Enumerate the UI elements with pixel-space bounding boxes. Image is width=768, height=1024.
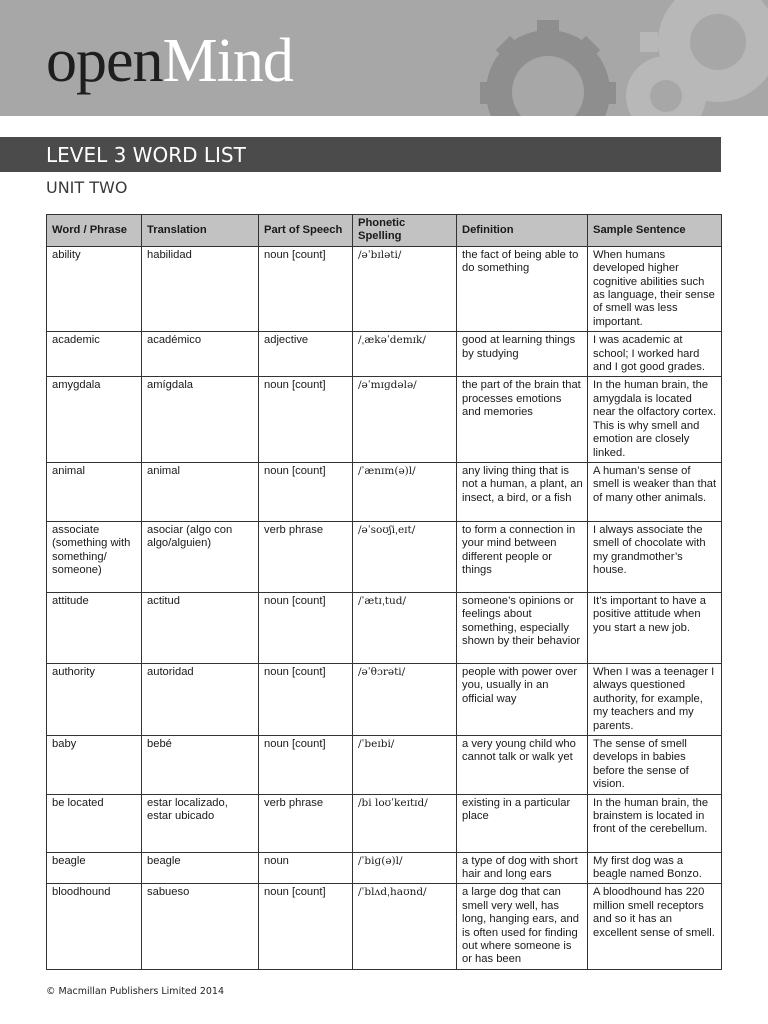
unit-subtitle: UNIT TWO [46, 178, 128, 197]
cell-translation: sabueso [142, 884, 259, 969]
cell-part-of-speech: noun [count] [259, 246, 353, 331]
gears-decoration-icon [440, 0, 768, 116]
cell-part-of-speech: verb phrase [259, 521, 353, 592]
table-row [47, 462, 722, 521]
cell-sample-sentence: I was academic at school; I worked hard and I got good grades. [588, 332, 722, 377]
cell-word: attitude [47, 592, 142, 663]
cell-word: beagle [47, 852, 142, 884]
word-list-table [46, 214, 722, 970]
table-row [47, 521, 722, 592]
cell-definition: any living thing that is not a human, a plant, an insect, a bird, or a fish [457, 462, 588, 521]
cell-definition: to form a connection in your mind between different people or things [457, 521, 588, 592]
cell-sample-sentence: The sense of smell develops in babies before the sense of vision. [588, 735, 722, 794]
cell-definition: a type of dog with short hair and long ears [457, 852, 588, 884]
table-row [47, 663, 722, 735]
cell-phonetic: /bi loʊˈkeɪtɪd/ [353, 794, 457, 852]
cell-translation: amígdala [142, 377, 259, 462]
cell-phonetic: /əˈθɔrəti/ [353, 663, 457, 735]
table-row [47, 884, 722, 969]
cell-definition: the part of the brain that processes emotions and memories [457, 377, 588, 462]
cell-sample-sentence: When I was a teenager I always questioned authority, for example, my teachers and my parents. [588, 663, 722, 735]
table-row [47, 794, 722, 852]
header-definition: Definition [457, 215, 588, 247]
cell-sample-sentence: In the human brain, the brainstem is located in front of the cerebellum. [588, 794, 722, 852]
table-row [47, 852, 722, 884]
page-title: LEVEL 3 WORD LIST [46, 143, 246, 167]
cell-translation: actitud [142, 592, 259, 663]
table-header-row [47, 215, 722, 247]
cell-phonetic: /əˈbɪləti/ [353, 246, 457, 331]
header-word: Word / Phrase [47, 215, 142, 247]
cell-part-of-speech: adjective [259, 332, 353, 377]
cell-part-of-speech: noun [count] [259, 735, 353, 794]
cell-sample-sentence: My first dog was a beagle named Bonzo. [588, 852, 722, 884]
header-translation: Translation [142, 215, 259, 247]
cell-definition: existing in a particular place [457, 794, 588, 852]
cell-translation: habilidad [142, 246, 259, 331]
cell-part-of-speech: noun [count] [259, 462, 353, 521]
header-sample-sentence: Sample Sentence [588, 215, 722, 247]
table-row [47, 246, 722, 331]
cell-translation: académico [142, 332, 259, 377]
cell-word: academic [47, 332, 142, 377]
cell-sample-sentence: A human’s sense of smell is weaker than that of many other animals. [588, 462, 722, 521]
cell-word: animal [47, 462, 142, 521]
cell-definition: a very young child who cannot talk or walk yet [457, 735, 588, 794]
cell-word: associate (something with something/ someone) [47, 521, 142, 592]
cell-part-of-speech: noun [259, 852, 353, 884]
table-row [47, 332, 722, 377]
copyright-footer: © Macmillan Publishers Limited 2014 [46, 986, 224, 997]
cell-definition: people with power over you, usually in an official way [457, 663, 588, 735]
cell-phonetic: /ˈætɪˌtud/ [353, 592, 457, 663]
cell-definition: the fact of being able to do something [457, 246, 588, 331]
cell-translation: bebé [142, 735, 259, 794]
header-part-of-speech: Part of Speech [259, 215, 353, 247]
title-bar [0, 137, 721, 172]
header-band [0, 0, 768, 116]
cell-part-of-speech: noun [count] [259, 377, 353, 462]
cell-word: bloodhound [47, 884, 142, 969]
cell-phonetic: /ˈbiɡ(ə)l/ [353, 852, 457, 884]
cell-word: be located [47, 794, 142, 852]
table-row [47, 377, 722, 462]
cell-word: amygdala [47, 377, 142, 462]
cell-part-of-speech: noun [count] [259, 663, 353, 735]
table-row [47, 735, 722, 794]
cell-word: authority [47, 663, 142, 735]
cell-sample-sentence: In the human brain, the amygdala is located near the olfactory cortex. This is why smell and emotion are closely linked. [588, 377, 722, 462]
cell-part-of-speech: noun [count] [259, 592, 353, 663]
cell-translation: beagle [142, 852, 259, 884]
cell-word: baby [47, 735, 142, 794]
cell-part-of-speech: noun [count] [259, 884, 353, 969]
cell-sample-sentence: It’s important to have a positive attitude when you start a new job. [588, 592, 722, 663]
cell-definition: good at learning things by studying [457, 332, 588, 377]
cell-word: ability [47, 246, 142, 331]
table-row [47, 592, 722, 663]
cell-phonetic: /əˈmɪɡdələ/ [353, 377, 457, 462]
cell-translation: estar localizado, estar ubicado [142, 794, 259, 852]
openmind-logo [46, 26, 293, 96]
cell-sample-sentence: A bloodhound has 220 million smell receptors and so it has an excellent sense of smell. [588, 884, 722, 969]
header-phonetic: Phonetic Spelling [353, 215, 457, 247]
cell-sample-sentence: I always associate the smell of chocolate with my grandmother’s house. [588, 521, 722, 592]
cell-part-of-speech: verb phrase [259, 794, 353, 852]
cell-phonetic: /ˈblʌdˌhaʊnd/ [353, 884, 457, 969]
cell-phonetic: /ˈbeɪbi/ [353, 735, 457, 794]
cell-phonetic: /ˈænɪm(ə)l/ [353, 462, 457, 521]
cell-phonetic: /ˌækəˈdemɪk/ [353, 332, 457, 377]
cell-sample-sentence: When humans developed higher cognitive abilities such as language, their sense of smell was less important. [588, 246, 722, 331]
cell-translation: autoridad [142, 663, 259, 735]
logo-text-mind: Mind [162, 27, 293, 95]
logo-text-open: open [46, 27, 163, 95]
cell-definition: someone’s opinions or feelings about something, especially shown by their behavior [457, 592, 588, 663]
cell-phonetic: /əˈsoʊʃiˌeɪt/ [353, 521, 457, 592]
cell-definition: a large dog that can smell very well, has long, hanging ears, and is often used for finding out where someone is or has been [457, 884, 588, 969]
cell-translation: animal [142, 462, 259, 521]
cell-translation: asociar (algo con algo/alguien) [142, 521, 259, 592]
